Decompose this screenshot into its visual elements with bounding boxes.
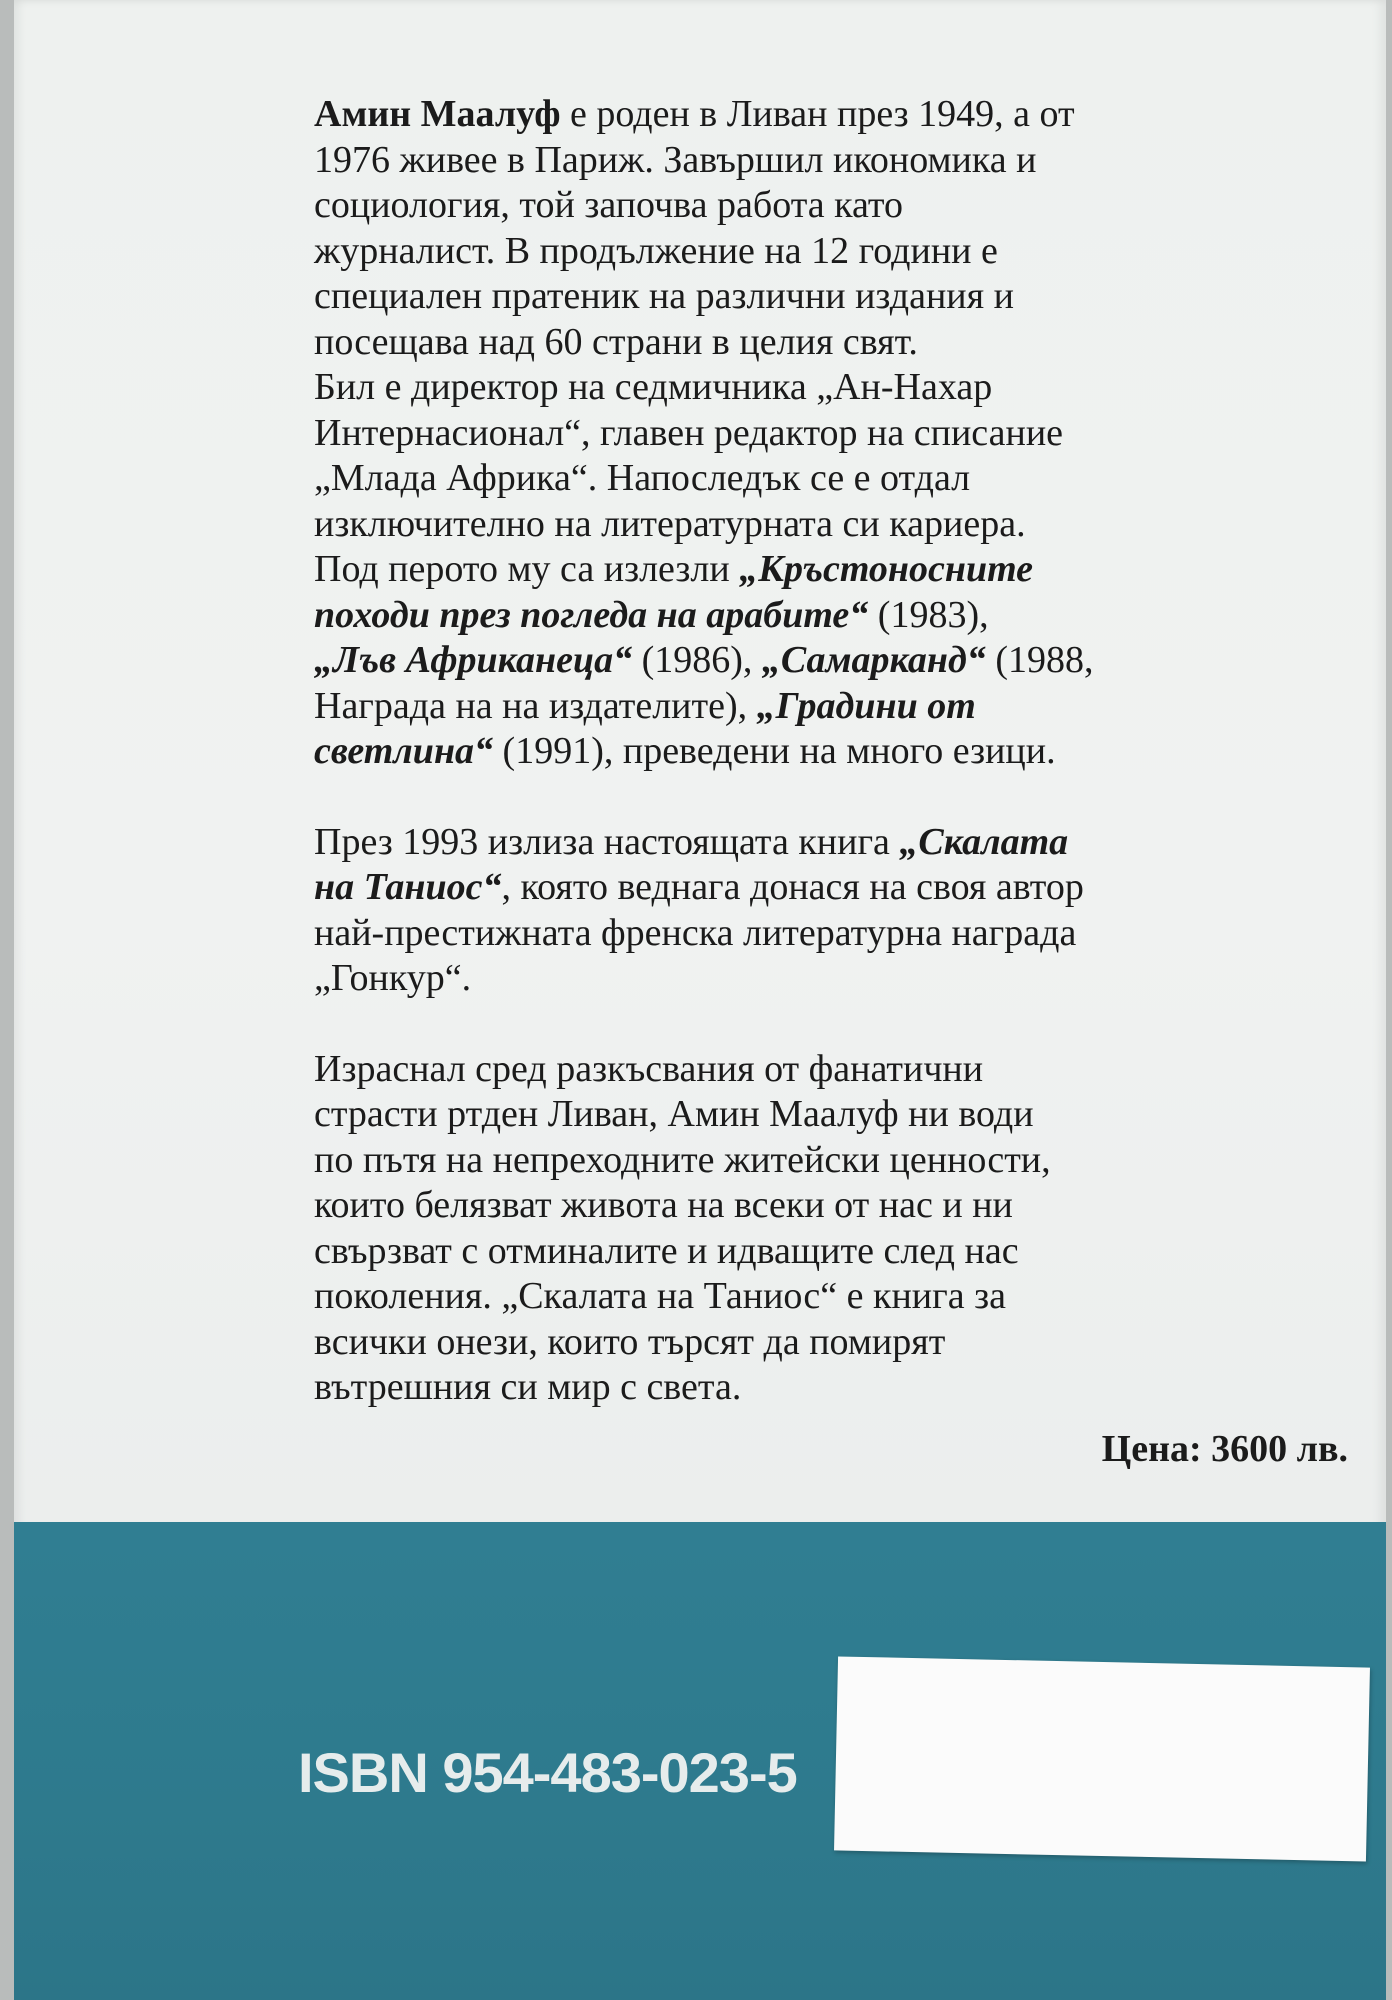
emphasized-text: „Скалата	[899, 820, 1069, 863]
book-award-paragraph	[314, 820, 1214, 1002]
text-line	[314, 911, 1214, 957]
text-line	[314, 593, 1214, 639]
blank-sticker-label	[834, 1656, 1370, 1861]
text-line	[314, 1229, 1214, 1275]
text-run: 1976 живее в Париж. Завършил икономика и	[314, 138, 1037, 181]
text-line	[314, 1092, 1214, 1138]
text-run: свързват с отминалите и идващите след нас	[314, 1229, 1019, 1272]
text-run: вътрешния си мир с света.	[314, 1366, 742, 1408]
text-line	[314, 1274, 1214, 1320]
isbn-label: ISBN 954-483-023-5	[298, 1741, 797, 1804]
text-line	[314, 956, 1214, 1002]
emphasized-text: на Таниос“	[314, 866, 502, 908]
author-bio-paragraph	[314, 92, 1214, 775]
text-line	[314, 820, 1214, 866]
text-run: Израснал сред разкъсвания от фанатични	[314, 1047, 984, 1090]
text-line	[314, 1138, 1214, 1184]
text-run: (1983),	[868, 593, 989, 636]
text-line	[314, 1365, 1214, 1411]
text-run: Награда на на издателите),	[314, 684, 757, 727]
text-run: През 1993 излиза настоящата книга	[314, 820, 900, 863]
text-line	[314, 229, 1214, 275]
text-line	[314, 183, 1214, 229]
text-line	[314, 365, 1214, 411]
text-run: посещава над 60 страни в целия свят.	[314, 320, 918, 363]
text-run: поколения. „Скалата на Таниос“ е книга за	[314, 1275, 1006, 1317]
emphasized-text: „Кръстоносните	[739, 548, 1034, 590]
text-run: Бил е директор на седмичника „Ан-Нахар	[314, 366, 993, 408]
book-description-paragraph	[314, 1047, 1214, 1411]
text-line	[314, 1047, 1214, 1093]
text-line	[314, 411, 1214, 457]
text-line	[314, 1320, 1214, 1366]
text-run: е роден в Ливан през 1949, а от	[560, 93, 1075, 135]
text-line	[314, 502, 1214, 548]
emphasized-text: Амин Маалуф	[314, 93, 561, 135]
text-run: социология, той започва работа като	[314, 184, 903, 226]
emphasized-text: „Лъв Африканеца“	[314, 639, 633, 681]
text-line	[314, 320, 1214, 366]
price-label: Цена: 3600 лв.	[1101, 1428, 1348, 1470]
text-run: специален пратеник на различни издания и	[314, 275, 1014, 317]
text-line	[314, 547, 1214, 593]
text-run: изключително на литературната си кариера.	[314, 502, 1026, 545]
text-run: които белязват живота на всеки от нас и ни	[314, 1184, 1013, 1226]
text-run: , която веднага донася на своя автор	[501, 866, 1084, 908]
blurb-text	[314, 92, 1214, 1411]
text-run: Под перото му са излезли	[314, 548, 740, 590]
emphasized-text: походи през погледа на арабите“	[314, 593, 869, 636]
text-line	[314, 456, 1214, 502]
text-run: най-престижната френска литературна награда	[314, 911, 1077, 954]
emphasized-text: „Градини от	[756, 684, 976, 727]
text-line	[314, 92, 1214, 138]
text-line	[314, 865, 1214, 911]
text-line	[314, 1183, 1214, 1229]
text-run: (1991), преведени на много езици.	[493, 730, 1056, 772]
text-line	[314, 274, 1214, 320]
text-line	[314, 684, 1214, 730]
text-run: (1988,	[985, 639, 1094, 681]
emphasized-text: светлина“	[314, 730, 494, 772]
text-run: страсти ртден Ливан, Амин Маалуф ни води	[314, 1093, 1034, 1135]
text-run: по пътя на непреходните житейски ценности,	[314, 1138, 1051, 1181]
text-run: „Гонкур“.	[314, 957, 472, 999]
text-line	[314, 138, 1214, 184]
text-run: „Млада Африка“. Напоследък се е отдал	[314, 457, 971, 499]
emphasized-text: „Самарканд“	[761, 639, 986, 681]
text-run: (1986),	[632, 639, 762, 681]
text-line	[314, 638, 1214, 684]
text-run: журналист. В продължение на 12 години е	[314, 229, 998, 272]
text-run: всички онези, които търсят да помирят	[314, 1320, 946, 1363]
text-run: Интернасионал“, главен редактор на списание	[314, 411, 1064, 454]
text-line	[314, 729, 1214, 775]
